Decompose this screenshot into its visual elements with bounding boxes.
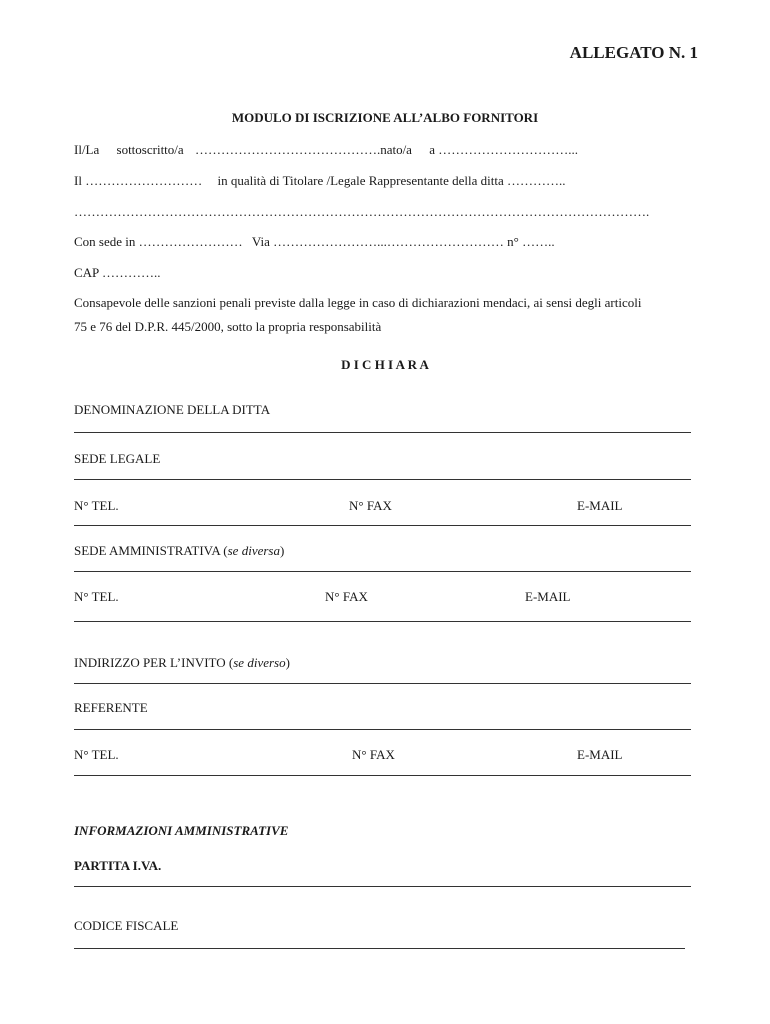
fax-label-2: N° FAX — [325, 589, 368, 604]
intro-line-2 — [74, 173, 565, 189]
referente-field-line[interactable] — [74, 729, 691, 730]
referente-label: REFERENTE — [74, 700, 148, 715]
sede-amministrativa-field-line[interactable] — [74, 571, 691, 572]
tel-label-3: N° TEL. — [74, 747, 119, 762]
contatti-field-line-2[interactable] — [74, 621, 691, 622]
contatti-field-line-1[interactable] — [74, 525, 691, 526]
email-label-2: E-MAIL — [525, 589, 571, 604]
email-label-1: E-MAIL — [577, 498, 623, 513]
sottoscritto-label: sottoscritto/a — [116, 142, 184, 157]
denominazione-field-line[interactable] — [74, 432, 691, 433]
allegato-title: ALLEGATO N. 1 — [569, 43, 698, 62]
sede-legale-label: SEDE LEGALE — [74, 451, 161, 466]
consapevole-paragraph-line-2: 75 e 76 del D.P.R. 445/2000, sotto la propria responsabilità — [74, 319, 382, 334]
indirizzo-invito-field-line[interactable] — [74, 683, 691, 684]
il-la-label: Il/La — [74, 142, 100, 157]
fax-label-1: N° FAX — [349, 498, 392, 513]
codice-fiscale-field-line[interactable] — [74, 948, 685, 949]
nome-field-dots[interactable]: …………………………………….nato/a — [194, 142, 412, 157]
dichiara-heading: D I C H I A R A — [341, 357, 429, 372]
data-nascita-field-dots[interactable]: Il ……………………… — [74, 173, 203, 188]
indirizzo-invito-label: INDIRIZZO PER L’INVITO — [74, 655, 226, 670]
ditta-field-dots[interactable]: ……………………………………………………………………………………………………………………. — [74, 204, 650, 219]
tel-label-2: N° TEL. — [74, 589, 119, 604]
via-field-dots[interactable]: Via ……………………...……………………… n° …….. — [251, 234, 555, 249]
indirizzo-invito-row: INDIRIZZO PER L’INVITO (se diverso) — [74, 655, 290, 670]
denominazione-label: DENOMINAZIONE DELLA DITTA — [74, 402, 271, 417]
tel-label-1: N° TEL. — [74, 498, 119, 513]
contatti-field-line-3[interactable] — [74, 775, 691, 776]
qualita-label: in qualità di Titolare /Legale Rappresentante della ditta ………….. — [217, 173, 566, 188]
intro-line-1 — [74, 142, 578, 158]
email-label-3: E-MAIL — [577, 747, 623, 762]
sede-legale-field-line[interactable] — [74, 479, 691, 480]
fax-label-3: N° FAX — [352, 747, 395, 762]
codice-fiscale-label: CODICE FISCALE — [74, 918, 179, 933]
luogo-nascita-field-dots[interactable]: a …………………………... — [429, 142, 578, 157]
sede-amministrativa-row: SEDE AMMINISTRATIVA (se diversa) — [74, 543, 285, 558]
consapevole-paragraph-line-1: Consapevole delle sanzioni penali previste dalla legge in caso di dichiarazioni mendaci, ai sensi degli articoli — [74, 295, 642, 310]
intro-line-4 — [74, 234, 555, 250]
indirizzo-invito-note: se diverso — [233, 655, 286, 670]
sede-in-field-dots[interactable]: Con sede in …………………… — [74, 234, 243, 249]
partita-iva-field-line[interactable] — [74, 886, 691, 887]
cap-field-dots[interactable]: CAP ………….. — [74, 265, 161, 280]
informazioni-amministrative-heading: INFORMAZIONI AMMINISTRATIVE — [74, 823, 289, 838]
sede-amministrativa-note: se diversa — [227, 543, 280, 558]
form-title: MODULO DI ISCRIZIONE ALL’ALBO FORNITORI — [231, 110, 539, 125]
sede-amministrativa-label: SEDE AMMINISTRATIVA — [74, 543, 221, 558]
partita-iva-label: PARTITA I.VA. — [74, 858, 162, 873]
